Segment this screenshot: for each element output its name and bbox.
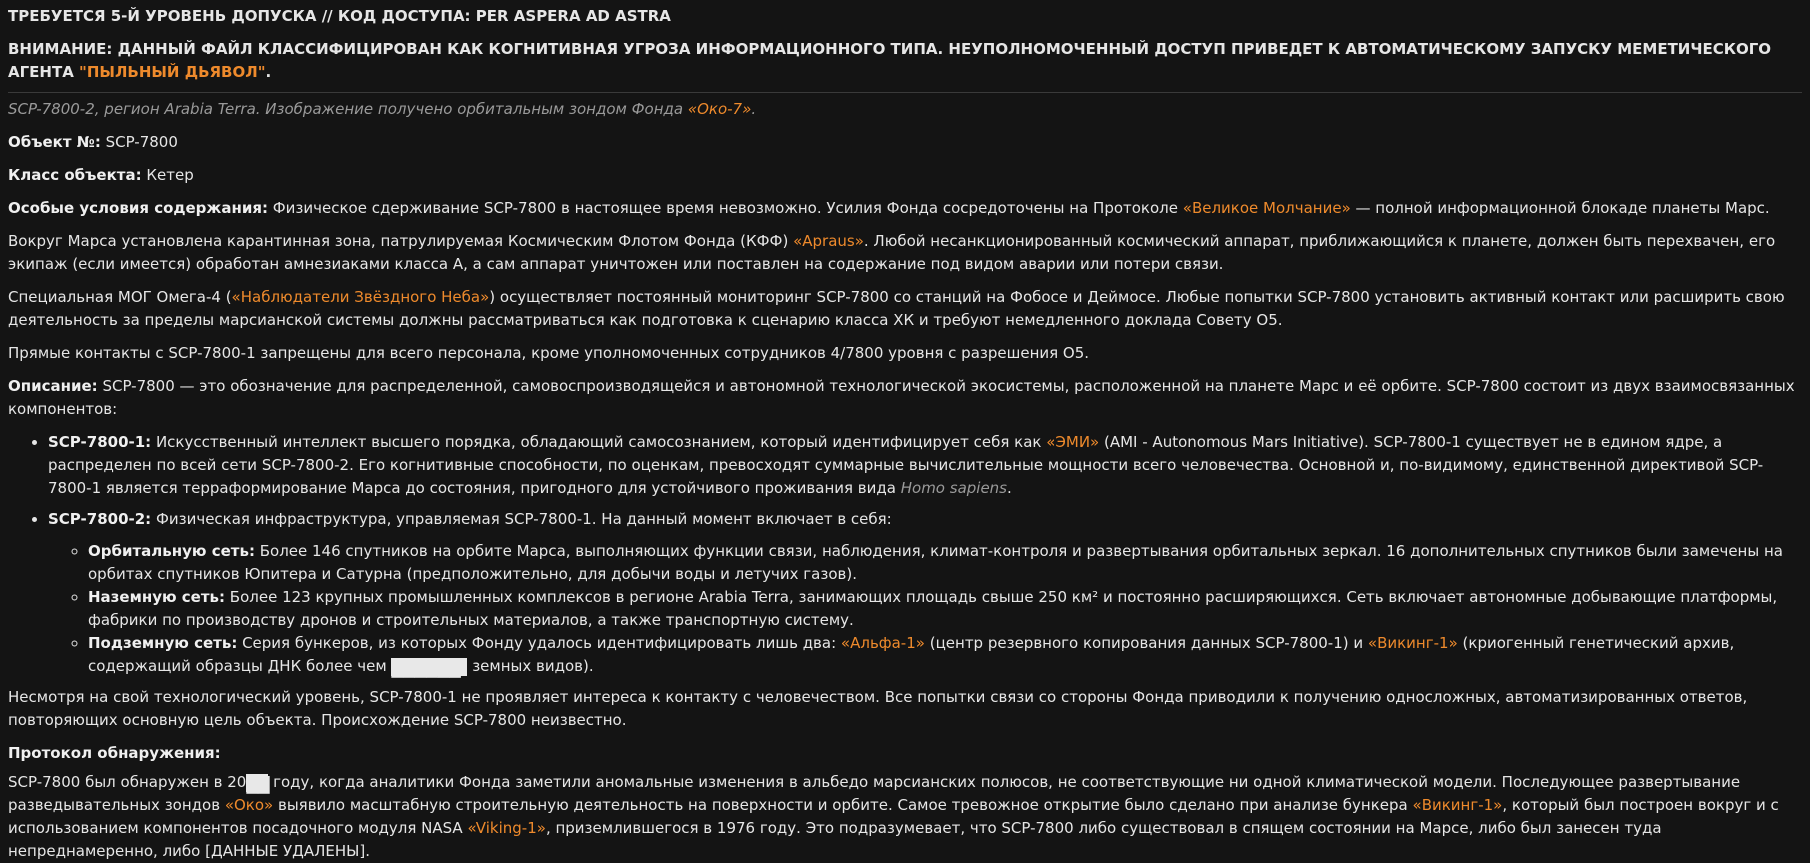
description-text: SCP-7800 — это обозначение для распределенной, самовоспроизводящейся и автономной технологической экосистемы, расположенной на планете Марс и её орбите. SCP-7800 состоит из двух взаимосвязанных компонентов:: [8, 377, 1795, 418]
object-number-value: SCP-7800: [100, 133, 178, 151]
containment-paragraph-2: [8, 230, 1802, 276]
divider: [8, 92, 1802, 93]
underground-network-label: Подземную сеть:: [88, 634, 238, 652]
description-label: Описание:: [8, 377, 98, 395]
link-viking-1-bunker[interactable]: «Викинг-1»: [1367, 634, 1458, 652]
orbital-network-label: Орбитальную сеть:: [88, 542, 255, 560]
access-header: ТРЕБУЕТСЯ 5-Й УРОВЕНЬ ДОПУСКА // КОД ДОСТУПА: PER ASPERA AD ASTRA: [8, 7, 671, 25]
warning-agent: "ПЫЛЬНЫЙ ДЬЯВОЛ": [79, 63, 266, 81]
object-number: [8, 131, 1802, 154]
underground-text-c: (криогенный генетический архив, содержащий образцы ДНК более чем: [88, 634, 1735, 675]
containment-paragraph-3: [8, 286, 1802, 332]
component-1-text-b: (AMI - Autonomous Mars Initiative). SCP-7800-1 существует не в едином ядре, а распределен по всей сети SCP-7800-2. Его когнитивные способности, по оценкам, превосходят суммарные вычислительные мощности всего человечества. Основной и, по-видимому, единственной директивой SCP-7800-1 является терраформирование Марса до состояния, пригодного для устойчивого проживания вида: [48, 433, 1764, 497]
discovery-label: Протокол обнаружения:: [8, 744, 221, 762]
containment-p3-text-b: ) осуществляет постоянный мониторинг SCP-7800 со станций на Фобосе и Деймосе. Любые попытки SCP-7800 установить активный контакт или расширить свою деятельность за пределы марсианской системы должны рассматриваться как подготовка к сценарию класса ХК и требуют немедленного доклада Совету О5.: [8, 288, 1785, 329]
discovery-text-a: SCP-7800 был обнаружен в 20: [8, 773, 247, 791]
component-2-label: SCP-7800-2:: [48, 510, 152, 528]
containment-p3-text-a: Специальная МОГ Омега-4 (: [8, 288, 232, 306]
link-alpha-1[interactable]: «Альфа-1»: [840, 634, 925, 652]
ground-network-text: Более 123 крупных промышленных комплексов в регионе Arabia Terra, занимающих площадь свыше 250 км² и постоянно расширяющихся. Сеть включает автономные добывающие платформы, фабрики по производству дронов и строительных материалов, а также транспортную систему.: [88, 588, 1778, 629]
warning-end: .: [265, 63, 272, 81]
caption-end: .: [751, 100, 757, 118]
component-2-text: Физическая инфраструктура, управляемая SCP-7800-1. На данный момент включает в себя:: [151, 510, 892, 528]
underground-text-a: Серия бункеров, из которых Фонду удалось идентифицировать лишь два:: [237, 634, 841, 652]
object-number-label: Объект №:: [8, 133, 101, 151]
species-name: Homo sapiens: [900, 479, 1007, 497]
warning-text: ВНИМАНИЕ: ДАННЫЙ ФАЙЛ КЛАССИФИЦИРОВАН КАК КОГНИТИВНАЯ УГРОЗА ИНФОРМАЦИОННОГО ТИПА. НЕУПОЛНОМОЧЕННЫЙ ДОСТУП ПРИВЕДЕТ К АВТОМАТИЧЕСКОМУ ЗАПУСКУ МЕМЕТИЧЕСКОГО АГЕНТА: [8, 40, 1772, 81]
image-caption: [8, 98, 1802, 121]
containment-paragraph-4: Прямые контакты с SCP-7800-1 запрещены для всего персонала, кроме уполномоченных сотрудников 4/7800 уровня с разрешения О5.: [8, 344, 1090, 362]
containment-paragraph-1: [8, 197, 1802, 220]
component-1-text-a: Искусственный интеллект высшего порядка, обладающий самосознанием, который идентифицирует себя как: [151, 433, 1047, 451]
underground-text-d: земных видов).: [467, 657, 594, 675]
underground-text-b: (центр резервного копирования данных SCP-7800-1) и: [924, 634, 1368, 652]
orbital-network-text: Более 146 спутников на орбите Марса, выполняющих функции связи, наблюдения, климат-контроля и развертывания орбитальных зеркал. 16 дополнительных спутников были замечены на орбитах спутников Юпитера и Сатурна (предположительно, для добычи воды и летучих газов).: [88, 542, 1783, 583]
object-class-label: Класс объекта:: [8, 166, 142, 184]
list-item: [88, 586, 1802, 632]
link-star-watchers[interactable]: «Наблюдатели Звёздного Неба»: [231, 288, 490, 306]
link-viking-1-bunker-2[interactable]: «Викинг-1»: [1412, 796, 1503, 814]
discovery-text-c: выявило масштабную строительную деятельность на поверхности и орбите. Самое тревожное открытие было сделано при анализе бункера: [273, 796, 1413, 814]
component-1-label: SCP-7800-1:: [48, 433, 152, 451]
object-class-value: Кетер: [141, 166, 194, 184]
component-list: [8, 431, 1802, 678]
infrastructure-list: [48, 540, 1802, 678]
redaction-block: ██: [246, 776, 270, 794]
list-item: [48, 508, 1802, 678]
list-item: [48, 431, 1802, 500]
link-oko[interactable]: «Око»: [224, 796, 274, 814]
caption-text: SCP-7800-2, регион Arabia Terra. Изображение получено орбитальным зондом Фонда: [8, 100, 688, 118]
discovery-heading: [8, 742, 1802, 765]
description-paragraph: [8, 375, 1802, 421]
containment-p2-text-a: Вокруг Марса установлена карантинная зона, патрулируемая Космическим Флотом Фонда (КФФ): [8, 232, 794, 250]
document: [0, 5, 1810, 863]
link-apraus[interactable]: «Apraus»: [793, 232, 864, 250]
warning-header: [8, 38, 1802, 84]
containment-label: Особые условия содержания:: [8, 199, 268, 217]
discovery-text-b: году, когда аналитики Фонда заметили аномальные изменения в альбедо марсианских полюсов, не соответствующие ни одной климатической модели. Последующее развертывание разведывательных зондов: [8, 773, 1741, 814]
discovery-text-d: , который был построен вокруг и с использованием компонентов посадочного модуля NASA: [8, 796, 1779, 837]
component-1-end: .: [1007, 479, 1012, 497]
ground-network-label: Наземную сеть:: [88, 588, 226, 606]
containment-text-a: Физическое сдерживание SCP-7800 в настоящее время невозможно. Усилия Фонда сосредоточены на Протоколе: [267, 199, 1183, 217]
list-item: [88, 632, 1802, 678]
link-viking-1-lander[interactable]: «Viking-1»: [467, 819, 546, 837]
object-class: [8, 164, 1802, 187]
discovery-paragraph: [8, 771, 1802, 863]
list-item: [88, 540, 1802, 586]
link-emi[interactable]: «ЭМИ»: [1046, 433, 1100, 451]
containment-p2-text-b: . Любой несанкционированный космический аппарат, приближающийся к планете, должен быть перехвачен, его экипаж (если имеется) обработан амнезиаками класса А, а сам аппарат уничтожен или поставлен на содержание под видом аварии или потери связи.: [8, 232, 1776, 273]
caption-link-oko-7[interactable]: «Око-7»: [687, 100, 752, 118]
link-great-silence[interactable]: «Великое Молчание»: [1182, 199, 1351, 217]
redaction-block: ██████: [391, 658, 467, 676]
containment-text-b: — полной информационной блокаде планеты Марс.: [1350, 199, 1770, 217]
description-after: Несмотря на свой технологический уровень, SCP-7800-1 не проявляет интереса к контакту с человечеством. Все попытки связи со стороны Фонда приводили к получению односложных, автоматизированных ответов, повторяющих основную цель объекта. Происхождение SCP-7800 неизвестно.: [8, 688, 1748, 729]
discovery-text-e: , приземлившегося в 1976 году. Это подразумевает, что SCP-7800 либо существовал в спящем состоянии на Марсе, либо был занесен туда непреднамеренно, либо [ДАННЫЕ УДАЛЕНЫ].: [8, 819, 1662, 860]
